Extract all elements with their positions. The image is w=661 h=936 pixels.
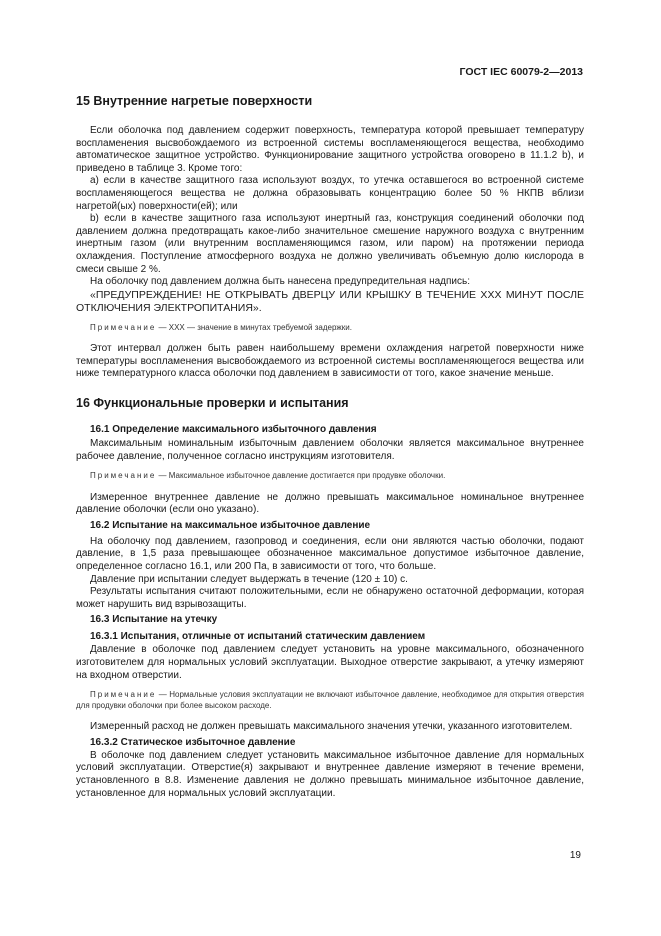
section-16-2-paragraph-3: Результаты испытания считают положительными, если не обнаружено остаточной деформации, которая может нарушить вид взрывозащиты. bbox=[76, 586, 584, 610]
section-15-paragraph-1: Если оболочка под давлением содержит поверхность, температура которой превышает температуру воспламенения высвобождаемого из встроенной системы воспламеняющегося вещества, необходимо автоматическое защитное устройство. Функционирование защитного устройства оговорено в 11.1.2 b), и приведено в таблице 3. Кроме того: bbox=[76, 125, 584, 174]
section-16-2-paragraph-1: На оболочку под давлением, газопровод и соединения, если они являются частью оболочки, подают давление, в 1,5 раза превышающее обозначенное максимальное допустимое избыточное давление, определенное согласно 16.1, или 200 Па, в зависимости от того, что больше. bbox=[76, 535, 584, 573]
section-15-paragraph-3: Этот интервал должен быть равен наибольшему времени охлаждения нагретой поверхности ниже температуры воспламенения высвобождаемого из встроенной системы воспламеняющегося вещества или ниже температурного класса оболочки под давлением в зависимости от того, какое значение меньше. bbox=[76, 343, 584, 380]
section-16-1-title: 16.1 Определение максимального избыточного давления bbox=[90, 424, 377, 435]
section-16-1-paragraph-2: Измеренное внутреннее давление не должно превышать максимальное номинальное внутреннее давление оболочки (если оно указано). bbox=[76, 491, 584, 516]
section-15-note bbox=[76, 323, 584, 334]
section-16-3-1-title: 16.3.1 Испытания, отличные от испытаний статическим давлением bbox=[90, 631, 426, 643]
section-16-2-title: 16.2 Испытание на максимальное избыточное давление bbox=[90, 519, 371, 531]
note-label: Примечание bbox=[90, 322, 157, 332]
section-16-3-1-paragraph-1: Давление в оболочке под давлением следует установить на уровне максимального, обозначенного изготовителем для нормальных условий эксплуатации. Выходное отверстие закрывают, а утечку измеряют на входном отверстии. bbox=[76, 644, 584, 681]
standard-designation: ГОСТ IEC 60079-2—2013 bbox=[459, 66, 583, 78]
note-text: — ХХХ — значение в минутах требуемой задержки. bbox=[156, 322, 352, 332]
section-16-3-2-paragraph-1: В оболочке под давлением следует установить максимальное избыточное давление для нормальных условий эксплуатации. Отверстие(я) закрывают и внутреннее давление измеряют в течение времени, установленного в 8.8. Изменение давления не должно превышать минимальное избыточное давление, установленное для нормальных условий эксплуатации. bbox=[76, 749, 584, 799]
section-16-1-paragraph-1: Максимальным номинальным избыточным давлением оболочки является максимальное внутреннее рабочее давление, полученное согласно инструкциям изготовителя. bbox=[76, 438, 584, 462]
page-number: 19 bbox=[569, 850, 581, 861]
section-16-2-paragraph-2: Давление при испытании следует выдержать в течение (120 ± 10) с. bbox=[90, 573, 408, 585]
section-15-paragraph-2: На оболочку под давлением должна быть нанесена предупредительная надпись: bbox=[90, 276, 470, 288]
warning-inscription: «ПРЕДУПРЕЖДЕНИЕ! НЕ ОТКРЫВАТЬ ДВЕРЦУ ИЛИ КРЫШКУ В ТЕЧЕНИЕ ХХХ МИНУТ ПОСЛЕ ОТКЛЮЧЕНИЯ ЭЛЕКТРОПИТАНИЯ». bbox=[76, 288, 584, 314]
section-16-3-title: 16.3 Испытание на утечку bbox=[90, 614, 218, 626]
note-text: — Максимальное избыточное давление достигается при продувке оболочки. bbox=[156, 471, 446, 481]
section-15-item-a: а) если в качестве защитного газа используют воздух, то утечка оставшегося во встроенной системе воспламеняющегося вещества не должна образовывать концентрацию более 50 % НКПВ вблизи нагретой(ых) поверхности(ей); или bbox=[76, 175, 584, 212]
section-15-item-b: b) если в качестве защитного газа используют инертный газ, конструкция соединений оболочки под давлением должна предотвращать какое-либо значительное смешение наружного воздуха с внутренним инертным газом (или внутренним воспламеняющимся газом, или паром) на протяжении периода охлаждения. Поступление атмосферного воздуха не должно увеличивать объемную долю кислорода в смеси свыше 2 %. bbox=[76, 213, 584, 275]
section-16-3-1-paragraph-2: Измеренный расход не должен превышать максимального значения утечки, указанного изготовителем. bbox=[90, 721, 573, 733]
note-text: — Нормальные условия эксплуатации не включают избыточное давление, необходимое для открытия отверстия для продувки оболочки при более высоком расходе. bbox=[76, 690, 584, 710]
section-16-3-2-title: 16.3.2 Статическое избыточное давление bbox=[90, 736, 296, 748]
section-15-title: 15 Внутренние нагретые поверхности bbox=[76, 94, 313, 108]
section-16-3-1-note bbox=[76, 690, 584, 711]
note-label: Примечание bbox=[90, 690, 157, 700]
note-label: Примечание bbox=[90, 471, 157, 481]
section-16-title: 16 Функциональные проверки и испытания bbox=[76, 396, 349, 410]
section-16-1-note bbox=[76, 471, 584, 482]
page-content bbox=[76, 93, 584, 800]
